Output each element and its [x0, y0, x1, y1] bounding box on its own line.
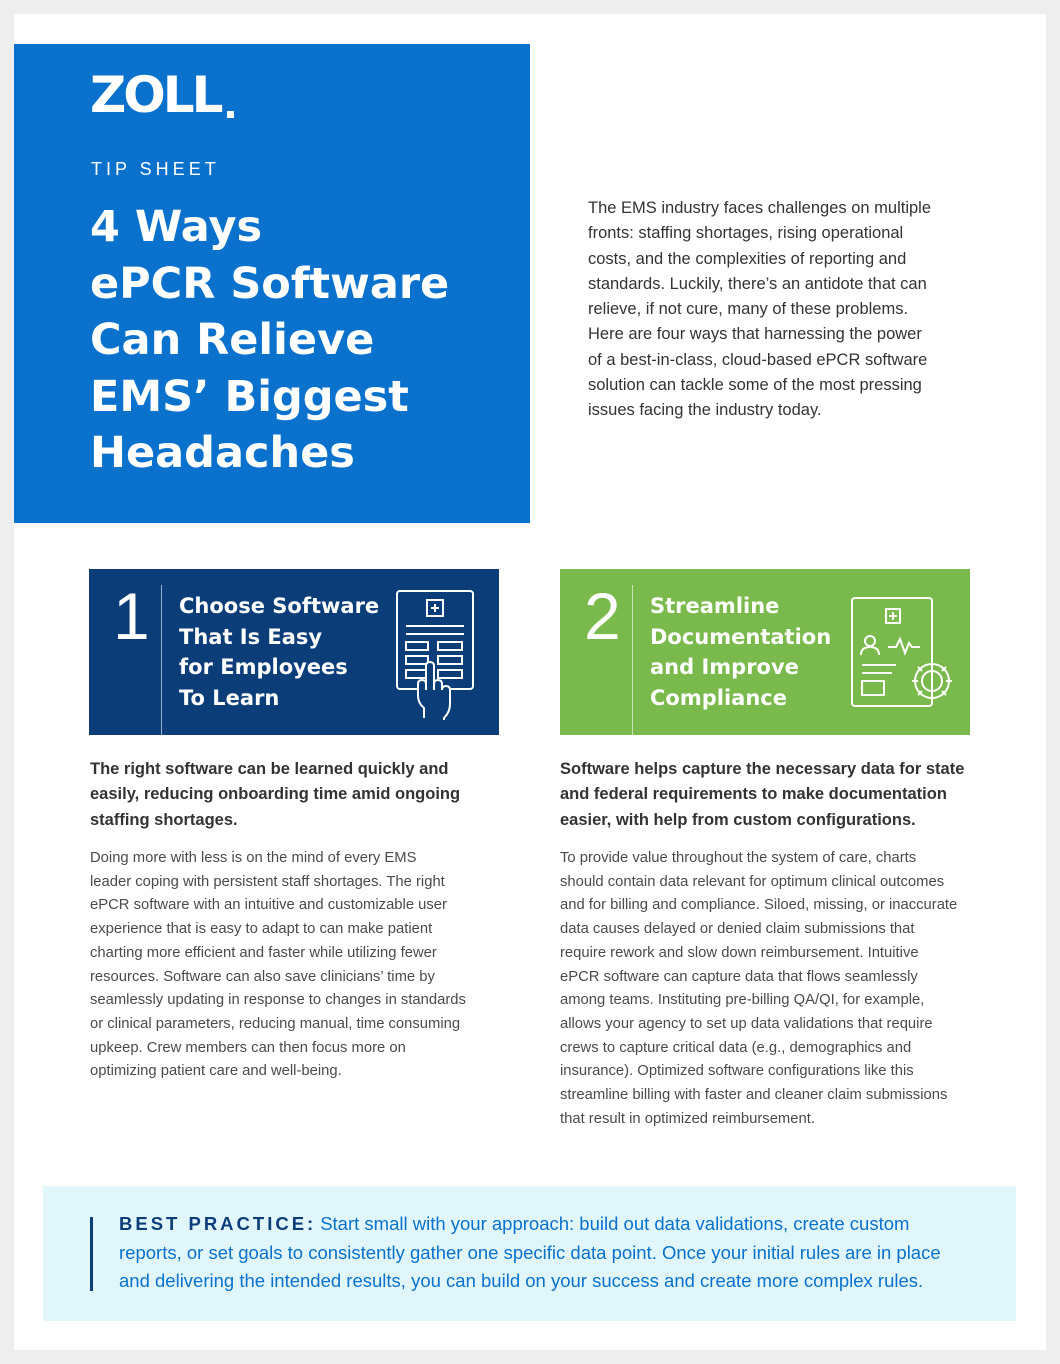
section-title-line: That Is Easy	[179, 624, 323, 649]
intro-line: issues facing the industry today.	[588, 401, 822, 420]
callout-accent-bar	[90, 1217, 93, 1291]
section-number: 1	[113, 579, 150, 653]
section-1-body	[90, 847, 466, 1084]
intro-line: fronts: staffing shortages, rising operational	[588, 224, 904, 243]
best-practice-text	[119, 1210, 941, 1296]
best-practice-label: BEST PRACTICE:	[119, 1213, 317, 1234]
intro-paragraph	[588, 196, 978, 424]
section-title-line: To Learn	[179, 685, 280, 710]
intro-line: costs, and the complexities of reporting and	[588, 249, 907, 268]
body-line: optimizing patient care and well-being.	[90, 1063, 342, 1080]
body-line: resources. Software can also save clinicians’ time by	[90, 968, 435, 985]
title-line: 4 Ways	[90, 202, 263, 252]
touch-form-icon	[394, 588, 476, 725]
body-line: crews to capture critical data (e.g., demographics and	[560, 1039, 912, 1056]
body-line: allows your agency to set up data validations that require	[560, 1015, 933, 1032]
lead-line: and federal requirements to make documentation	[560, 785, 947, 804]
body-line: seamlessly updating in response to changes in standards	[90, 992, 466, 1009]
body-line: that result in optimized reimbursement.	[560, 1110, 815, 1127]
lead-line: staffing shortages.	[90, 810, 238, 829]
lead-line: easier, with help from custom configurations.	[560, 810, 916, 829]
body-line: and for billing and compliance. Siloed, missing, or inaccurate	[560, 897, 958, 914]
callout-line: and delivering the intended results, you can build on your success and create more complex rules.	[119, 1270, 924, 1291]
body-line: require rework and slow down reimbursement. Intuitive	[560, 944, 919, 961]
body-line: experience that is easy to adapt to can make patient	[90, 921, 433, 938]
section-title-line: Compliance	[650, 685, 787, 710]
callout-line	[119, 1210, 941, 1239]
callout-text: Start small with your approach: build out data validations, create custom	[320, 1213, 910, 1234]
body-line: upkeep. Crew members can then focus more on	[90, 1039, 406, 1056]
section-title-line: Streamline	[650, 594, 780, 618]
hero-banner	[14, 44, 530, 523]
body-line: or clinical parameters, reducing manual, time consuming	[90, 1015, 461, 1032]
logo-dot	[227, 111, 234, 118]
body-line: insurance). Optimized software configurations like this	[560, 1063, 914, 1080]
lead-line: easily, reducing onboarding time amid ongoing	[90, 785, 461, 804]
section-1-header	[89, 569, 499, 735]
lead-line: Software helps capture the necessary data for state	[560, 760, 965, 778]
body-line: should contain data relevant for optimum clinical outcomes	[560, 873, 945, 890]
section-2-header	[560, 569, 970, 735]
intro-line: The EMS industry faces challenges on multiple	[588, 199, 932, 217]
body-line: data causes delayed or denied claim submissions that	[560, 921, 915, 938]
intro-line: relieve, if not cure, many of these problems.	[588, 300, 909, 319]
intro-line: solution can tackle some of the most pressing	[588, 376, 922, 395]
body-line: leader coping with persistent staff shortages. The right	[90, 873, 445, 890]
section-title-line: Choose Software	[179, 594, 380, 618]
page-title	[90, 199, 510, 482]
section-title	[650, 591, 831, 713]
patient-chart-settings-icon	[848, 595, 960, 716]
section-2-body	[560, 847, 957, 1131]
title-line: ePCR Software	[90, 258, 450, 309]
intro-line: standards. Luckily, there’s an antidote that can	[588, 274, 927, 293]
lead-line: The right software can be learned quickly and	[90, 760, 449, 778]
best-practice-callout	[43, 1186, 1016, 1321]
divider	[161, 585, 162, 735]
title-line: EMS’ Biggest	[90, 371, 409, 422]
title-line: Can Relieve	[90, 315, 375, 365]
body-line: Doing more with less is on the mind of every EMS	[90, 850, 417, 866]
intro-line: Here are four ways that harnessing the power	[588, 325, 922, 344]
body-line: among teams. Instituting pre-billing QA/QI, for example,	[560, 992, 925, 1009]
body-line: streamline billing with faster and cleaner claim submissions	[560, 1087, 948, 1104]
section-title-line: Documentation	[650, 624, 832, 649]
section-title	[179, 591, 379, 713]
callout-line: reports, or set goals to consistently gather one specific data point. Once your initial rules are in place	[119, 1241, 941, 1263]
section-title-line: and Improve	[650, 655, 799, 679]
intro-line: of a best-in-class, cloud-based ePCR software	[588, 350, 928, 369]
section-2-lead	[560, 757, 964, 833]
divider	[632, 585, 633, 735]
eyebrow-label: TIP SHEET	[91, 159, 220, 179]
tip-sheet-page	[14, 14, 1046, 1350]
section-number: 2	[584, 579, 621, 653]
body-line: charting more efficient and faster while utilizing fewer	[90, 944, 437, 961]
section-1-lead	[90, 757, 460, 833]
body-line: ePCR software with an intuitive and customizable user	[90, 897, 447, 914]
section-title-line: for Employees	[179, 655, 348, 679]
body-line: To provide value throughout the system of care, charts	[560, 850, 917, 866]
body-line: ePCR software can capture data that flows seamlessly	[560, 968, 918, 985]
zoll-logo: ZOLL	[90, 66, 221, 124]
title-line: Headaches	[90, 428, 355, 478]
